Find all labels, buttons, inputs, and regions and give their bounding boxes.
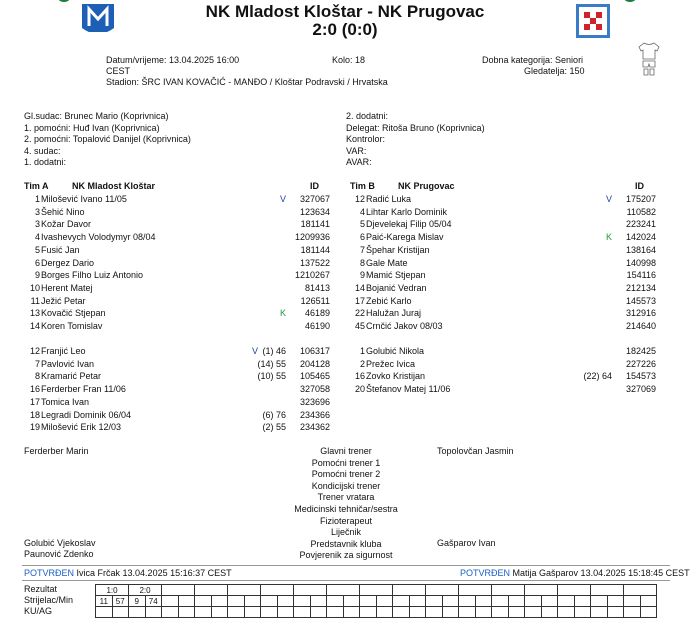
- captain-badge: K: [605, 232, 612, 243]
- player-row: [0, 282, 690, 294]
- player-name: Franjić Leo: [41, 346, 86, 356]
- player-name: Golubić Nikola: [366, 346, 425, 356]
- player-name: Bojanić Vedran: [366, 282, 427, 293]
- player-row: [0, 396, 690, 408]
- card-cell: [244, 607, 261, 618]
- match-spectators: Gledatelja: 150: [524, 66, 585, 76]
- player-number: 5: [34, 244, 40, 255]
- substitution-info: (22) 64: [583, 371, 612, 382]
- player-number: 1: [34, 194, 40, 204]
- card-cell: [558, 607, 575, 618]
- goalkeeper-badge: V: [279, 194, 286, 204]
- scorer-cell: [409, 596, 426, 607]
- player-id: 81413: [304, 282, 330, 293]
- scorer-cell: 9: [129, 596, 146, 607]
- scorer-cell: [178, 596, 195, 607]
- player-name: Tomica Ivan: [41, 396, 90, 407]
- player-id: 204128: [299, 358, 330, 369]
- card-cell: [178, 607, 195, 618]
- staff-role: Kondicijski trener: [311, 480, 381, 491]
- player-name: Pavlović Ivan: [41, 358, 95, 369]
- card-cell: [145, 607, 162, 618]
- player-row: [0, 320, 690, 332]
- match-round: Kolo: 18: [332, 55, 366, 65]
- score-cell: [459, 585, 492, 596]
- match-stadium: Stadion: ŠRC IVAN KOVAČIĆ - MANĐO / Kloštar Podravski / Hrvatska: [106, 77, 388, 87]
- team-a-club-rep: Golubić Vjekoslav: [24, 538, 96, 548]
- scorer-cell: [162, 596, 179, 607]
- player-id: 46189: [304, 308, 330, 319]
- card-cell: [475, 607, 492, 618]
- score-cell: 2:0: [129, 585, 162, 596]
- card-cell: [607, 607, 624, 618]
- player-id: 123634: [299, 206, 330, 217]
- player-row: [0, 257, 690, 269]
- player-number: 4: [359, 206, 365, 217]
- score-cell: [294, 585, 327, 596]
- official-line: AVAR:: [346, 157, 372, 168]
- player-number: 12: [354, 194, 365, 204]
- player-id: 126511: [300, 295, 330, 306]
- score-cell: [624, 585, 657, 596]
- player-number: 12: [29, 346, 40, 356]
- player-row: [0, 244, 690, 256]
- player-name: Paić-Karega Mislav: [366, 232, 444, 243]
- score-cell: [162, 585, 195, 596]
- card-cell: [426, 607, 443, 618]
- player-name: Koren Tomislav: [41, 321, 103, 331]
- result-row-labels: [24, 584, 73, 617]
- card-cell: [327, 607, 344, 618]
- scorer-cell: [525, 596, 542, 607]
- scorer-cell: [591, 596, 608, 607]
- score-cell: [393, 585, 426, 596]
- player-id: 175207: [625, 194, 656, 204]
- player-id: 227226: [625, 358, 656, 369]
- player-row: [0, 231, 690, 243]
- player-number: 4: [34, 232, 40, 243]
- officials-left: [24, 111, 191, 169]
- player-id: 154573: [625, 371, 656, 382]
- team-b-id-header: ID: [635, 181, 644, 191]
- player-number: 20: [354, 384, 365, 395]
- card-cell: [492, 607, 509, 618]
- staff-role: Povjerenik za sigurnost: [299, 550, 393, 561]
- player-id: 110582: [626, 206, 656, 217]
- staff-role: Predstavnik kluba: [310, 538, 382, 549]
- player-number: 19: [29, 422, 40, 433]
- match-title: NK Mladost Kloštar - NK Prugovac: [205, 2, 485, 21]
- player-name: Ferderber Fran 11/06: [41, 384, 126, 395]
- official-line: Kontrolor:: [346, 134, 386, 145]
- card-cell: [112, 607, 129, 618]
- substitution-info: (6) 76: [262, 409, 286, 420]
- scorer-cell: [211, 596, 228, 607]
- result-grid-row: [96, 596, 657, 607]
- player-id: 327058: [299, 384, 330, 395]
- player-row: [0, 206, 690, 218]
- player-name: Kovačić Stjepan: [41, 308, 106, 319]
- player-id: 145573: [625, 295, 656, 306]
- player-id: 154116: [626, 270, 656, 281]
- player-row: [0, 269, 690, 281]
- staff-role: Trener vratara: [317, 492, 375, 503]
- player-number: 8: [359, 257, 365, 268]
- card-cell: [261, 607, 278, 618]
- team-b-confirmation: [460, 568, 690, 578]
- card-cell: [294, 607, 311, 618]
- player-number: 3: [34, 206, 40, 217]
- player-row: [0, 358, 690, 370]
- scorer-cell: [244, 596, 261, 607]
- scorer-cell: [607, 596, 624, 607]
- scorer-cell: 57: [112, 596, 129, 607]
- player-name: Halužan Juraj: [366, 308, 422, 319]
- player-number: 7: [359, 244, 365, 255]
- player-id: 140998: [625, 257, 656, 268]
- scorer-cell: [343, 596, 360, 607]
- scorer-cell: [294, 596, 311, 607]
- substitution-info: (1) 46: [262, 346, 286, 356]
- official-line: 1. pomoćni: Huđ Ivan (Koprivnica): [24, 122, 160, 133]
- row-label-cards: KU/AG: [24, 606, 53, 616]
- player-name: Dergez Dario: [41, 257, 95, 268]
- card-cell: [129, 607, 146, 618]
- player-id: 46190: [304, 321, 330, 331]
- scorer-cell: [376, 596, 393, 607]
- player-name: Zebić Karlo: [366, 295, 412, 306]
- card-cell: [162, 607, 179, 618]
- official-line: 1. dodatni:: [24, 157, 67, 168]
- player-id: 1209936: [294, 232, 330, 243]
- substitution-info: (14) 55: [257, 358, 286, 369]
- staff-role: Pomoćni trener 2: [311, 469, 381, 480]
- substitution-info: (10) 55: [257, 371, 286, 382]
- scorer-cell: [475, 596, 492, 607]
- staff-role: Pomoćni trener 1: [311, 457, 381, 468]
- card-cell: [96, 607, 113, 618]
- card-cell: [442, 607, 459, 618]
- scorer-cell: [310, 596, 327, 607]
- player-number: 10: [29, 282, 40, 293]
- home-club-logo: [80, 2, 116, 40]
- score-cell: [228, 585, 261, 596]
- player-name: Gale Mate: [366, 257, 408, 268]
- scorer-cell: [277, 596, 294, 607]
- player-number: 5: [359, 219, 365, 230]
- official-line: 2. pomoćni: Topalović Danijel (Koprivnica): [24, 134, 191, 145]
- player-row: [0, 370, 690, 382]
- officials-right: [346, 111, 485, 169]
- divider: [22, 565, 670, 566]
- score-cell: [558, 585, 591, 596]
- player-number: 45: [354, 321, 365, 331]
- score-cell: [591, 585, 624, 596]
- card-cell: [360, 607, 377, 618]
- player-id: 323696: [299, 396, 330, 407]
- player-name: Štefanov Matej 11/06: [366, 384, 451, 395]
- player-number: 14: [354, 282, 365, 293]
- staff-roles: [246, 446, 446, 562]
- player-name: Šehić Nino: [41, 206, 85, 217]
- card-cell: [508, 607, 525, 618]
- kit-shirt-icon: [638, 42, 660, 78]
- card-cell: [624, 607, 641, 618]
- scorer-cell: [195, 596, 212, 607]
- player-name: Crnčić Jakov 08/03: [366, 321, 443, 331]
- scorer-cell: 74: [145, 596, 162, 607]
- row-label-scorer: Strijelac/Min: [24, 595, 74, 605]
- score-cell: [195, 585, 228, 596]
- scorer-cell: [558, 596, 575, 607]
- staff-role: Fizioterapeut: [319, 515, 373, 526]
- match-timezone: CEST: [106, 66, 131, 76]
- row-label-result: Rezultat: [24, 584, 58, 594]
- team-a-security: Paunović Zdenko: [24, 549, 94, 559]
- player-id: 1210267: [294, 270, 330, 281]
- score-cell: [327, 585, 360, 596]
- team-b-head-coach: Topolovčan Jasmin: [437, 446, 514, 456]
- player-name: Fusić Jan: [41, 244, 80, 255]
- player-number: 9: [34, 270, 40, 281]
- scorer-cell: [508, 596, 525, 607]
- team-a-label: Tim A: [24, 181, 49, 191]
- result-grid-row: [96, 585, 657, 596]
- score-cell: [261, 585, 294, 596]
- team-a-name: NK Mladost Kloštar: [72, 181, 156, 191]
- player-id: 105465: [299, 371, 330, 382]
- team-b-club-rep: Gašparov Ivan: [437, 538, 496, 548]
- player-number: 7: [34, 358, 40, 369]
- score-cell: [360, 585, 393, 596]
- result-grid: [95, 584, 657, 618]
- player-name: Mamić Stjepan: [366, 270, 426, 281]
- scorer-cell: [574, 596, 591, 607]
- card-cell: [376, 607, 393, 618]
- player-row: [0, 421, 690, 433]
- staff-role: Medicinski tehničar/sestra: [294, 503, 398, 514]
- player-number: 8: [34, 371, 40, 382]
- player-id: 214640: [625, 321, 656, 331]
- player-number: 17: [29, 396, 40, 407]
- card-cell: [541, 607, 558, 618]
- scorer-cell: [459, 596, 476, 607]
- player-name: Prežec Ivica: [366, 358, 416, 369]
- scorer-cell: [360, 596, 377, 607]
- player-number: 18: [29, 409, 40, 420]
- confirm-text: Matija Gašparov 13.04.2025 15:18:45 CEST: [512, 568, 690, 578]
- player-number: 16: [354, 371, 365, 382]
- player-name: Lihtar Karlo Dominik: [366, 206, 448, 217]
- card-cell: [277, 607, 294, 618]
- player-id: 106317: [299, 346, 330, 356]
- confirm-label: POTVRĐEN: [460, 568, 511, 578]
- match-category: Dobna kategorija: Seniori: [482, 55, 584, 65]
- player-number: 11: [30, 295, 40, 306]
- player-id: 138164: [625, 244, 656, 255]
- player-id: 181141: [300, 219, 330, 230]
- substitution-info: (2) 55: [262, 422, 286, 433]
- player-name: Borges Filho Luiz Antonio: [41, 270, 144, 281]
- scorer-cell: [261, 596, 278, 607]
- result-grid-row: [96, 607, 657, 618]
- player-name: Kožar Davor: [41, 219, 92, 230]
- match-score: 2:0 (0:0): [312, 20, 378, 39]
- score-cell: [525, 585, 558, 596]
- player-name: Ivashevych Volodymyr 08/04: [41, 232, 156, 243]
- official-line: 2. dodatni:: [346, 111, 389, 121]
- player-number: 13: [29, 308, 40, 319]
- official-line: VAR:: [346, 145, 367, 156]
- player-number: 3: [34, 219, 40, 230]
- official-line: 4. sudac:: [24, 145, 61, 156]
- player-number: 2: [359, 358, 365, 369]
- player-name: Radić Luka: [366, 194, 412, 204]
- player-id: 137522: [299, 257, 330, 268]
- team-b-label: Tim B: [350, 181, 375, 191]
- player-row: [0, 193, 690, 205]
- player-id: 327069: [625, 384, 656, 395]
- divider: [22, 580, 670, 581]
- player-id: 212134: [625, 282, 656, 293]
- player-name: Milošević Erik 12/03: [41, 422, 122, 433]
- card-cell: [574, 607, 591, 618]
- player-id: 234362: [299, 422, 330, 433]
- scorer-cell: [624, 596, 641, 607]
- player-id: 182425: [625, 346, 656, 356]
- player-name: Špehar Kristijan: [366, 244, 430, 255]
- official-line: Delegat: Ritoša Bruno (Koprivnica): [346, 122, 485, 133]
- player-row: [0, 307, 690, 319]
- player-name: Herent Matej: [41, 282, 93, 293]
- scorer-cell: [492, 596, 509, 607]
- player-name: Djevelekaj Filip 05/04: [366, 219, 452, 230]
- staff-role: Liječnik: [330, 527, 361, 538]
- player-id: 223241: [625, 219, 656, 230]
- player-name: Zovko Kristijan: [366, 371, 426, 382]
- team-a-id-header: ID: [310, 181, 319, 191]
- card-cell: [459, 607, 476, 618]
- player-number: 1: [359, 346, 365, 356]
- confirm-label: POTVRĐEN: [24, 568, 75, 578]
- player-row: [0, 345, 690, 357]
- player-name: Ježić Petar: [41, 295, 86, 306]
- score-cell: [492, 585, 525, 596]
- player-id: 234366: [299, 409, 330, 420]
- scorer-cell: [327, 596, 344, 607]
- player-number: 16: [29, 384, 40, 395]
- player-row: [0, 383, 690, 395]
- player-id: 312916: [625, 308, 656, 319]
- card-cell: [640, 607, 657, 618]
- card-cell: [211, 607, 228, 618]
- captain-badge: K: [279, 308, 286, 319]
- card-cell: [591, 607, 608, 618]
- scorer-cell: [442, 596, 459, 607]
- goalkeeper-badge: V: [251, 346, 258, 356]
- scorer-cell: 11: [96, 596, 113, 607]
- card-cell: [409, 607, 426, 618]
- official-line: Gl.sudac: Brunec Mario (Koprivnica): [24, 111, 169, 121]
- player-number: 9: [359, 270, 365, 281]
- scorer-cell: [541, 596, 558, 607]
- player-number: 6: [359, 232, 365, 243]
- player-id: 327067: [299, 194, 330, 204]
- staff-role: Glavni trener: [320, 446, 372, 456]
- scorer-cell: [426, 596, 443, 607]
- team-a-confirmation: [24, 568, 232, 578]
- match-datetime: Datum/vrijeme: 13.04.2025 16:00: [106, 55, 240, 65]
- score-cell: [426, 585, 459, 596]
- card-cell: [228, 607, 245, 618]
- confirm-text: Ivica Frčak 13.04.2025 15:16:37 CEST: [76, 568, 232, 578]
- player-number: 22: [354, 308, 365, 319]
- scorer-cell: [393, 596, 410, 607]
- score-cell: 1:0: [96, 585, 129, 596]
- team-a-head-coach: Ferderber Marin: [24, 446, 89, 456]
- scorer-cell: [228, 596, 245, 607]
- player-number: 14: [29, 321, 40, 331]
- player-name: Kramarić Petar: [41, 371, 102, 382]
- player-number: 17: [354, 295, 365, 306]
- player-id: 181144: [300, 244, 330, 255]
- card-cell: [343, 607, 360, 618]
- team-b-name: NK Prugovac: [398, 181, 455, 191]
- player-name: Legradi Dominik 06/04: [41, 409, 132, 420]
- player-number: 6: [34, 257, 40, 268]
- player-id: 142024: [625, 232, 656, 243]
- goalkeeper-badge: V: [605, 194, 612, 204]
- card-cell: [393, 607, 410, 618]
- player-row: [0, 218, 690, 230]
- player-name: Milošević Ivano 11/05: [41, 194, 127, 204]
- card-cell: [195, 607, 212, 618]
- player-row: [0, 295, 690, 307]
- card-cell: [310, 607, 327, 618]
- player-row: [0, 409, 690, 421]
- card-cell: [525, 607, 542, 618]
- scorer-cell: [640, 596, 657, 607]
- away-club-logo: [576, 4, 612, 42]
